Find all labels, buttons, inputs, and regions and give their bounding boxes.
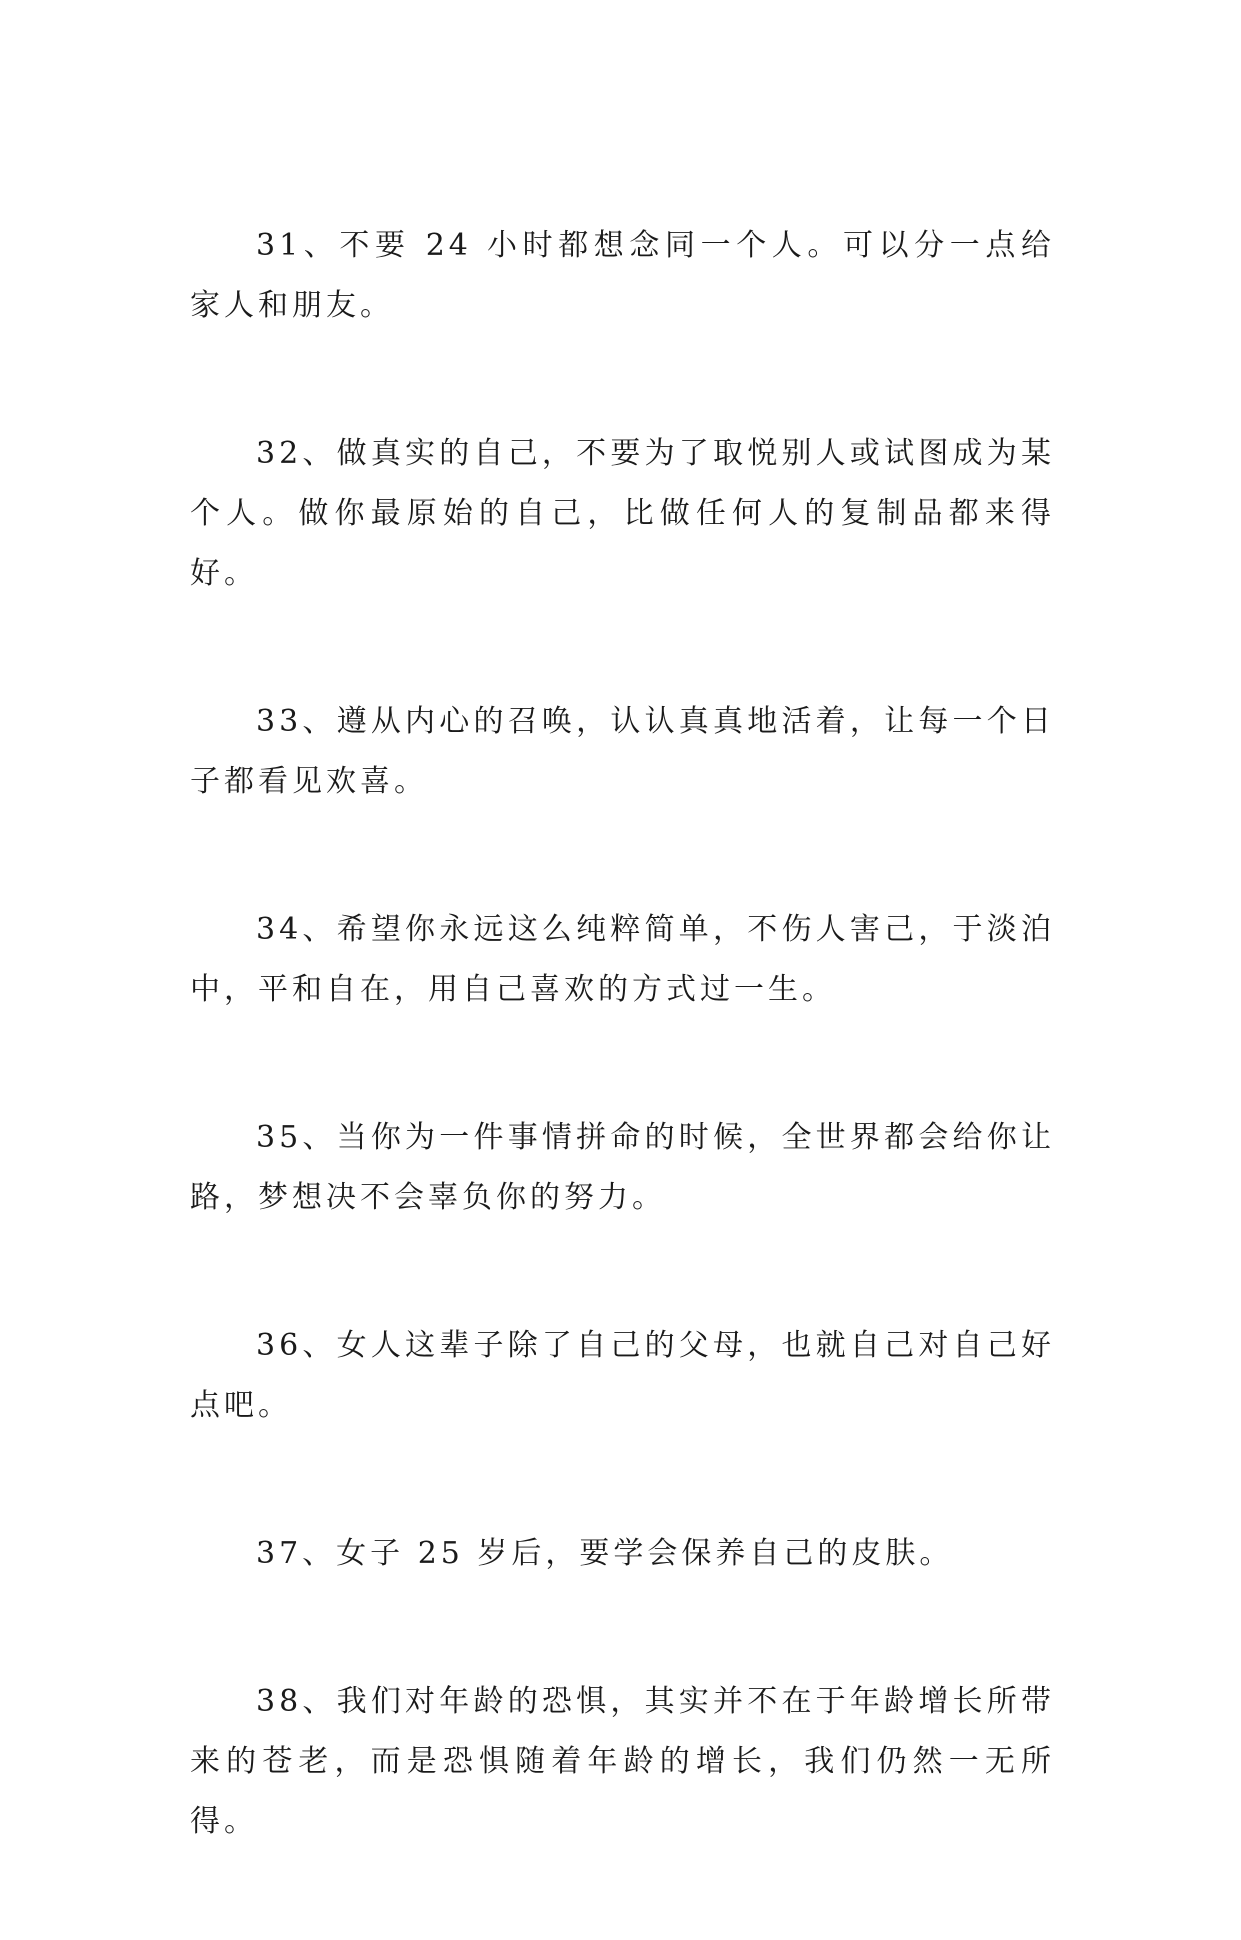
paragraph-33: 33、遵从内心的召唤，认认真真地活着，让每一个日子都看见欢喜。 bbox=[190, 704, 1055, 799]
paragraph-32: 32、做真实的自己，不要为了取悦别人或试图成为某个人。做你最原始的自己，比做任何人的复制品都来得好。 bbox=[190, 436, 1055, 591]
document-body bbox=[190, 216, 1055, 1940]
paragraph-38: 38、我们对年龄的恐惧，其实并不在于年龄增长所带来的苍老，而是恐惧随着年龄的增长，我们仍然一无所得。 bbox=[190, 1684, 1055, 1839]
paragraph-37: 37、女子 25 岁后，要学会保养自己的皮肤。 bbox=[256, 1536, 954, 1571]
paragraph-36: 36、女人这辈子除了自己的父母，也就自己对自己好点吧。 bbox=[190, 1328, 1055, 1423]
paragraph-35: 35、当你为一件事情拼命的时候，全世界都会给你让路，梦想决不会辜负你的努力。 bbox=[190, 1120, 1055, 1215]
paragraph-31: 31、不要 24 小时都想念同一个人。可以分一点给家人和朋友。 bbox=[190, 228, 1055, 323]
paragraph-34: 34、希望你永远这么纯粹简单，不伤人害己，于淡泊中，平和自在，用自己喜欢的方式过一生。 bbox=[190, 912, 1055, 1007]
